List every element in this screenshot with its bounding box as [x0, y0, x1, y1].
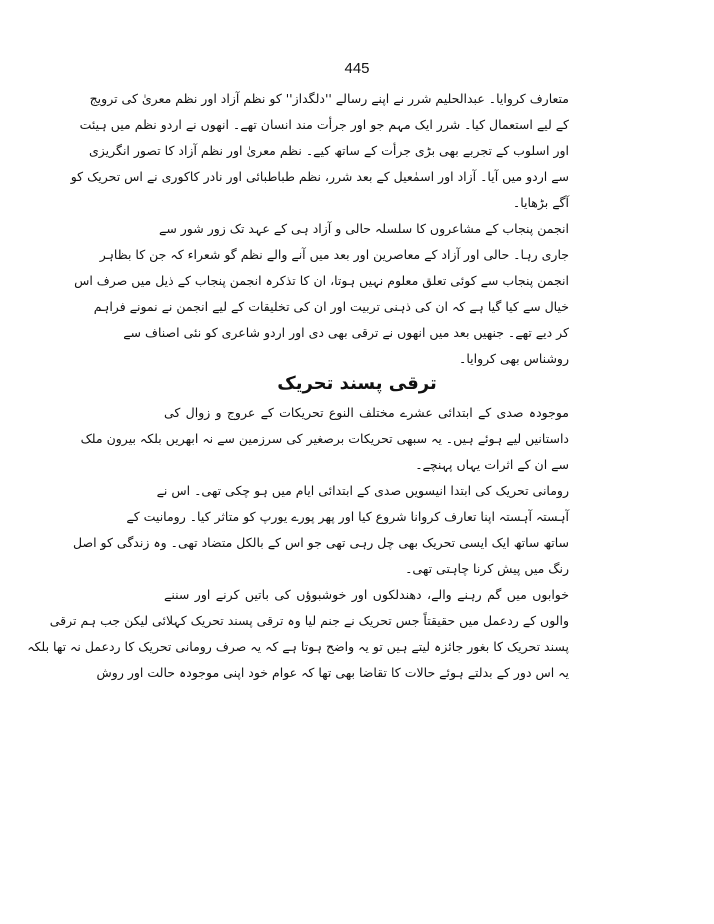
- text-line: ساتھ ساتھ ایک ایسی تحریک بھی چل رہی تھی جو اس کے بالکل متضاد تھی۔ وہ زندگی کو اصل: [73, 535, 569, 550]
- text-line: رومانی تحریک کی ابتدا انیسویں صدی کے ابتدائی ایام میں ہو چکی تھی۔ اس نے: [156, 483, 569, 498]
- text-line: یہ اس دور کے بدلتے ہوئے حالات کا تقاضا بھی تھا کہ عوام خود اپنی موجودہ حالت اور روش: [96, 665, 569, 680]
- text-line: خیال سے کیا گیا ہے کہ ان کی ذہنی تربیت اور ان کی تخلیقات کے لیے انجمن نے نمونے فراہم: [93, 299, 569, 314]
- text-line: اور اسلوب کے تجربے بھی بڑی جرأت کے ساتھ کیے۔ نظم معریٰ اور نظم آزاد کا تصور انگریزی: [88, 143, 569, 158]
- text-line: پسند تحریک کا بغور جائزہ لیتے ہیں تو یہ واضح ہوتا ہے کہ یہ صرف رومانی تحریک کا ردعمل نہ تھا بلکہ: [27, 639, 569, 654]
- text-line: متعارف کروایا۔ عبدالحلیم شرر نے اپنے رسالے ''دلگداز'' کو نظم آزاد اور نظم معریٰ کی ترویج: [89, 91, 569, 106]
- page-number: 445: [344, 60, 370, 77]
- text-line: روشناس بھی کروایا۔: [459, 351, 569, 366]
- text-line: سے اردو میں آیا۔ آزاد اور اسمٰعیل کے بعد شرر، نظم طباطبائی اور نادر کاکوری نے اس تحریک کو: [70, 169, 569, 184]
- text-line: آگے بڑھایا۔: [512, 195, 569, 210]
- text-line: خوابوں میں گم رہنے والے، دھندلکوں اور خوشبوؤں کی باتیں کرنے اور سننے: [164, 587, 569, 602]
- section-heading: ترقی پسند تحریک: [277, 373, 437, 394]
- text-line: کر دیے تھے۔ جنھیں بعد میں انھوں نے ترقی بھی دی اور اردو شاعری کو نئی اصناف سے: [123, 325, 569, 340]
- text-line: داستانیں لیے ہوئے ہیں۔ یہ سبھی تحریکات برصغیر کی سرزمین سے نہ ابھریں بلکہ بیرون ملک: [80, 431, 569, 446]
- text-line: انجمن پنجاب سے کوئی تعلق معلوم نہیں ہوتا، ان کا تذکرہ انجمن پنجاب کے ذیل میں صرف اس: [74, 273, 569, 288]
- text-line: والوں کے ردعمل میں حقیقتاً جس تحریک نے جنم لیا وہ ترقی پسند تحریک کہلائی لیکن جب ہم ترقی: [49, 613, 569, 628]
- text-line: سے ان کے اثرات یہاں پہنچے۔: [415, 457, 569, 472]
- text-line: آہستہ آہستہ اپنا تعارف کروانا شروع کیا اور پھر پورے یورپ کو متاثر کیا۔ رومانیت کے: [126, 509, 569, 524]
- text-line: انجمن پنجاب کے مشاعروں کا سلسلہ حالی و آزاد ہی کے عہد تک زور شور سے: [159, 221, 569, 236]
- text-line: جاری رہا۔ حالی اور آزاد کے معاصرین اور بعد میں آنے والے نظم گو شعراء کہ جن کا بظاہر: [99, 247, 569, 262]
- text-line: موجودہ صدی کے ابتدائی عشرے مختلف النوع تحریکات کے عروج و زوال کی: [164, 405, 569, 420]
- text-line: رنگ میں پیش کرنا چاہتی تھی۔: [405, 561, 569, 576]
- text-line: کے لیے استعمال کیا۔ شرر ایک مہم جو اور جرأت مند انسان تھے۔ انھوں نے اردو نظم میں ہیئت: [79, 117, 569, 132]
